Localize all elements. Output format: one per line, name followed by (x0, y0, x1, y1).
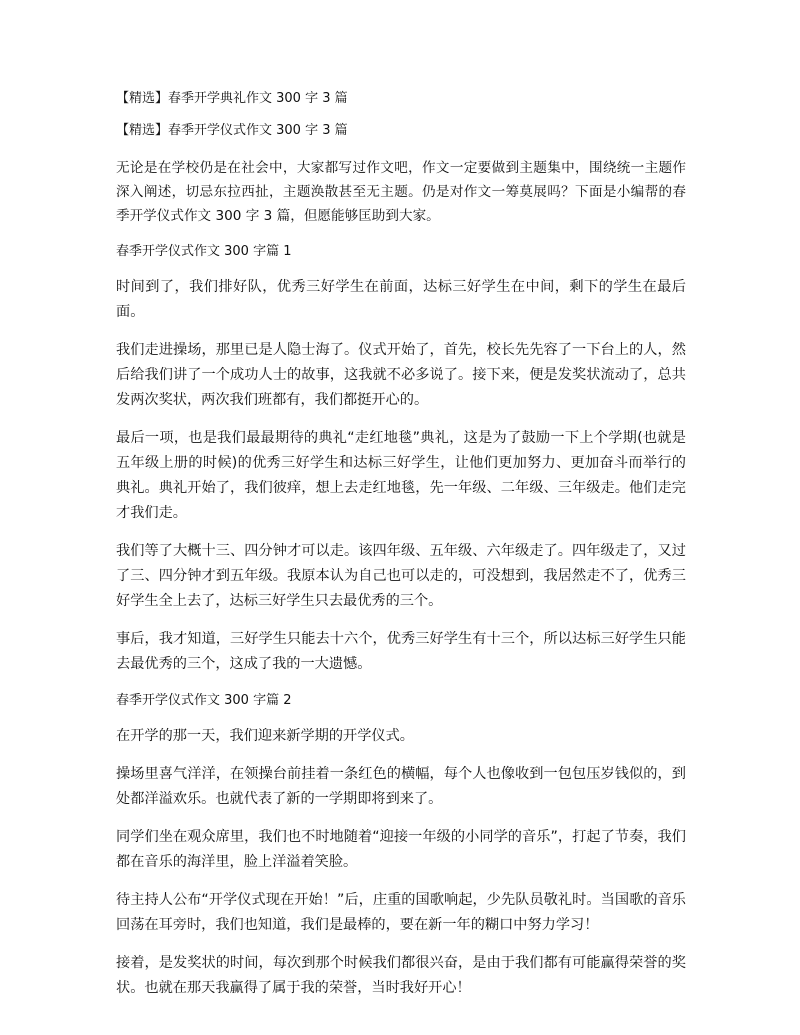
paragraph: 操场里喜气洋洋，在领操台前挂着一条红色的横幅，每个人也像收到一包包压岁钱似的，到处都洋溢欢乐。也就代表了新的一学期即将到来了。 (116, 766, 686, 807)
paragraph: 最后一项，也是我们最最期待的典礼“走红地毯”典礼，这是为了鼓励一下上个学期(也就是五年级上册的时候)的优秀三好学生和达标三好学生，让他们更加努力、更加奋斗而举行的典礼。典礼开始了，我们彼痒，想上去走红地毯，先一年级、二年级、三年级走。他们走完才我们走。 (116, 430, 686, 521)
document-subtitle: 【精选】春季开学仪式作文 300 字 3 篇 (116, 123, 348, 138)
section-heading: 春季开学仪式作文 300 字篇 2 (116, 693, 292, 708)
section-1 (116, 241, 686, 677)
paragraph: 时间到了，我们排好队，优秀三好学生在前面，达标三好学生在中间，剩下的学生在最后面。 (116, 279, 686, 320)
section-2 (116, 690, 686, 1001)
document-title: 【精选】春季开学典礼作文 300 字 3 篇 (116, 91, 348, 106)
intro-paragraph: 无论是在学校仍是在社会中，大家都写过作文吧，作文一定要做到主题集中，围绕统一主题作深入阐述，切忌东拉西扯，主题涣散甚至无主题。仍是对作文一筹莫展吗？下面是小编帮的春季开学仪式作文 300 字 3 篇，但愿能够匡助到大家。 (116, 160, 686, 224)
paragraph: 我们走进操场，那里已是人隐士海了。仪式开始了，首先，校长先先容了一下台上的人，然后给我们讲了一个成功人士的故事，这我就不必多说了。接下来，便是发奖状流动了，总共发两次奖状，两次我们班都有，我们都挺开心的。 (116, 342, 686, 408)
paragraph: 接着，是发奖状的时间，每次到那个时候我们都很兴奋，是由于我们都有可能赢得荣誉的奖状。也就在那天我赢得了属于我的荣誉，当时我好开心！ (116, 955, 686, 996)
document-page (116, 88, 686, 1014)
paragraph: 同学们坐在观众席里，我们也不时地随着“迎接一年级的小同学的音乐”，打起了节奏，我们都在音乐的海洋里，脸上洋溢着笑脸。 (116, 829, 686, 870)
paragraph: 事后，我才知道，三好学生只能去十六个，优秀三好学生有十三个，所以达标三好学生只能去最优秀的三个，这成了我的一大遗憾。 (116, 631, 686, 672)
paragraph: 待主持人公布“开学仪式现在开始！”后，庄重的国歌响起，少先队员敬礼时。当国歌的音乐回荡在耳旁时，我们也知道，我们是最棒的，要在新一年的糊口中努力学习！ (116, 892, 686, 933)
paragraph: 我们等了大概十三、四分钟才可以走。该四年级、五年级、六年级走了。四年级走了，又过了三、四分钟才到五年级。我原本认为自己也可以走的，可没想到，我居然走不了，优秀三好学生全上去了，达标三好学生只去最优秀的三个。 (116, 543, 686, 609)
section-heading: 春季开学仪式作文 300 字篇 1 (116, 244, 292, 259)
paragraph: 在开学的那一天，我们迎来新学期的开学仪式。 (116, 728, 414, 744)
